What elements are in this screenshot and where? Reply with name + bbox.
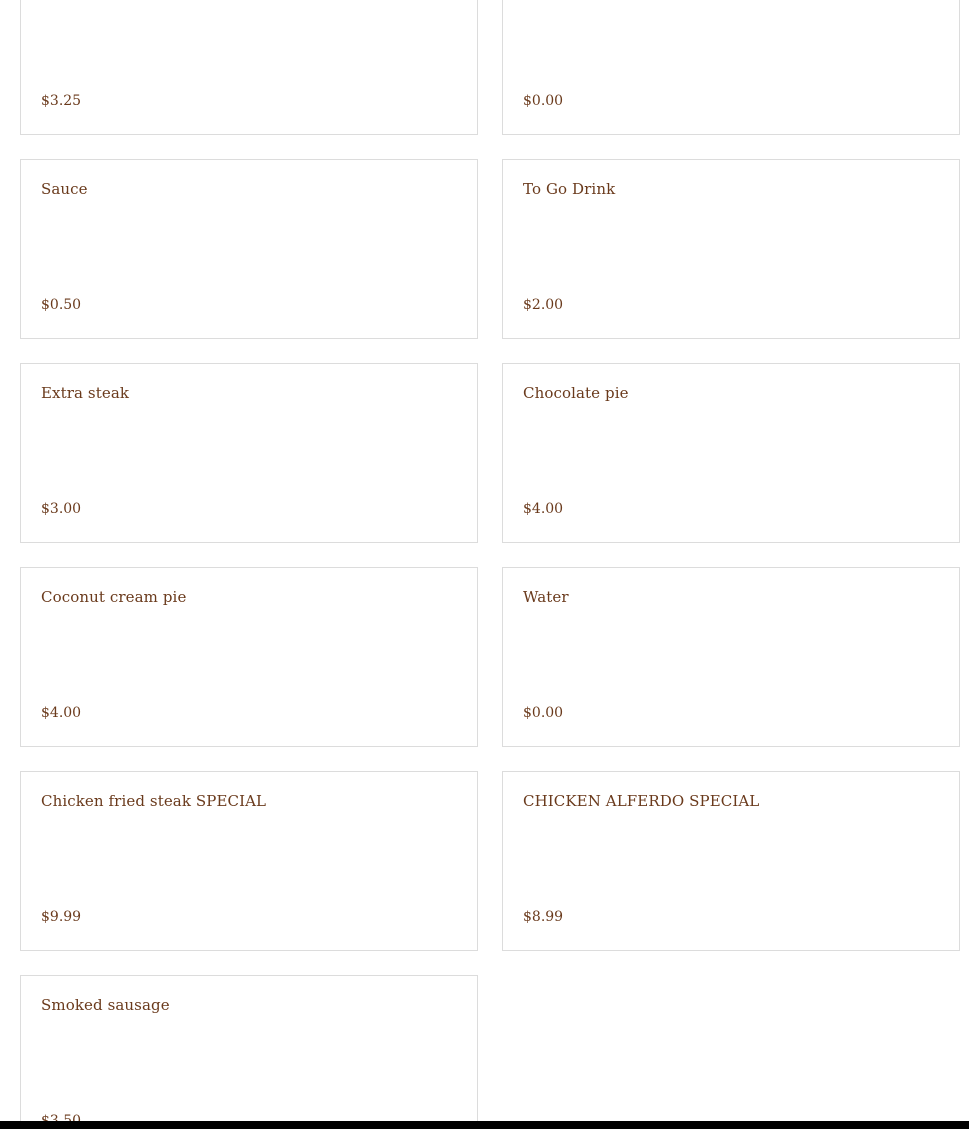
menu-item-name: Chicken fried steak SPECIAL	[41, 792, 267, 810]
menu-item-price: $0.50	[41, 297, 82, 313]
menu-item-card[interactable]	[502, 0, 960, 135]
menu-item-price: $2.00	[523, 297, 564, 313]
menu-item-card[interactable]	[20, 567, 478, 747]
menu-item-name: Chocolate pie	[523, 384, 629, 402]
menu-item-name: CHICKEN ALFERDO SPECIAL	[523, 792, 760, 810]
menu-item-card[interactable]	[502, 159, 960, 339]
menu-item-price: $3.00	[41, 501, 82, 517]
menu-item-price: $0.00	[523, 93, 564, 109]
menu-item-price: $9.99	[41, 909, 82, 925]
menu-item-name: Coconut cream pie	[41, 588, 187, 606]
menu-item-card[interactable]	[20, 975, 478, 1129]
menu-item-card[interactable]	[20, 0, 478, 135]
menu-item-name: Smoked sausage	[41, 996, 170, 1014]
menu-item-price: $8.99	[523, 909, 564, 925]
menu-item-price: $4.00	[41, 705, 82, 721]
menu-item-card[interactable]	[20, 771, 478, 951]
menu-item-card[interactable]	[20, 159, 478, 339]
menu-item-card[interactable]	[502, 363, 960, 543]
menu-item-price: $0.00	[523, 705, 564, 721]
menu-item-name: Water	[523, 588, 569, 606]
menu-item-card[interactable]	[20, 363, 478, 543]
menu-item-name: Sauce	[41, 180, 88, 198]
menu-item-name: To Go Drink	[523, 180, 616, 198]
menu-item-name: Extra steak	[41, 384, 130, 402]
menu-item-grid	[20, 0, 960, 1129]
bottom-bar	[0, 1121, 969, 1129]
menu-item-card[interactable]	[502, 567, 960, 747]
menu-item-price: $3.25	[41, 93, 82, 109]
menu-item-card[interactable]	[502, 771, 960, 951]
menu-item-price: $4.00	[523, 501, 564, 517]
